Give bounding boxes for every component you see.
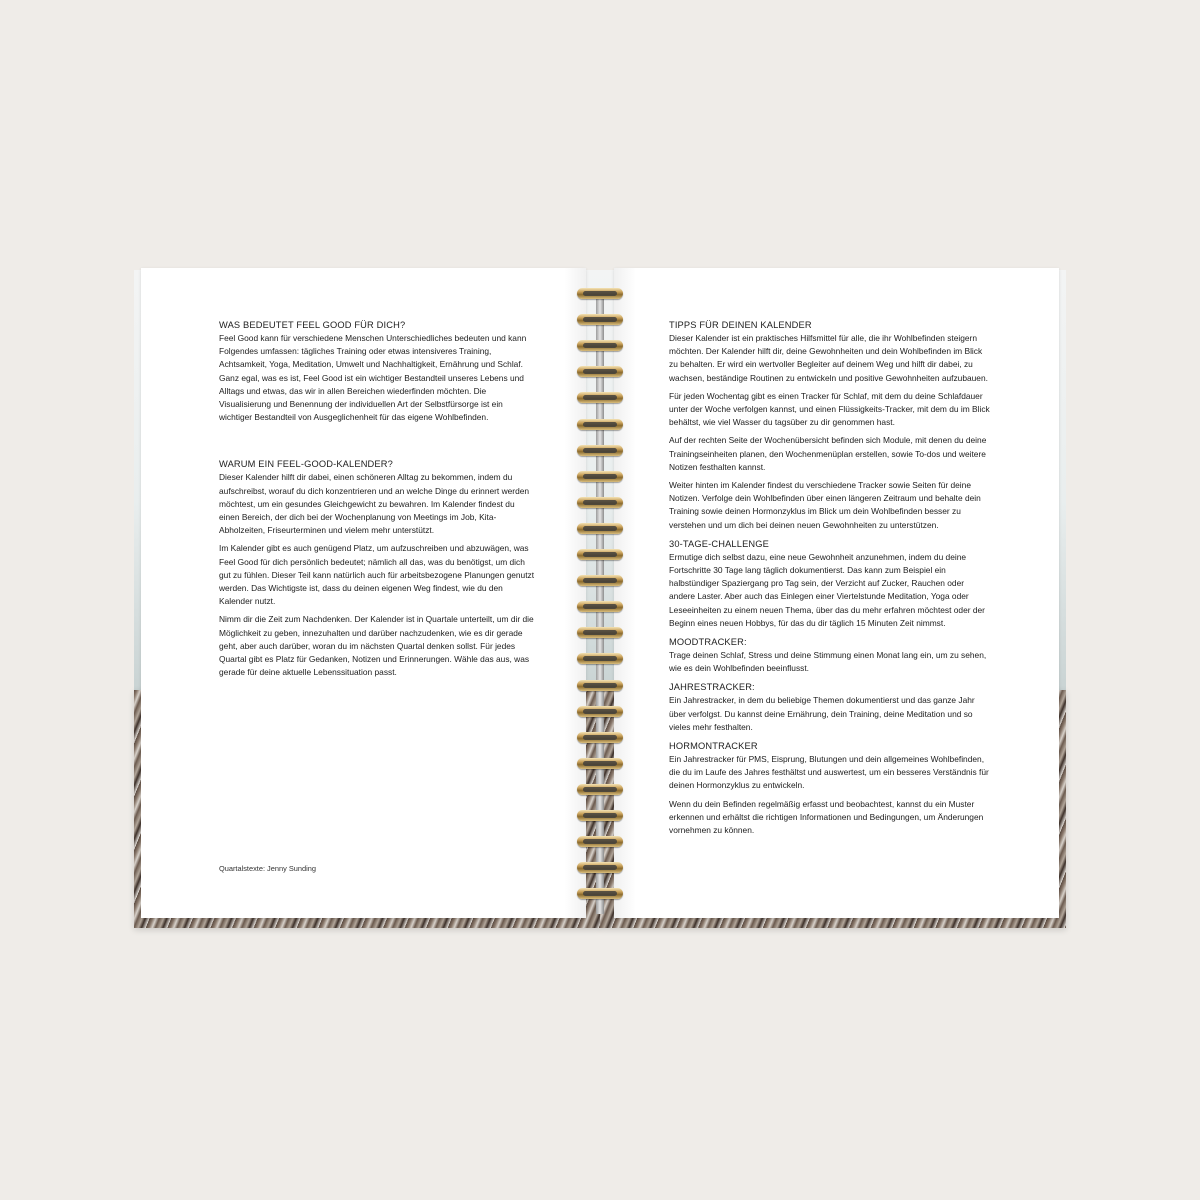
spiral-ring bbox=[577, 706, 623, 717]
paragraph-tips-1: Dieser Kalender ist ein praktisches Hilfsmittel für alle, die ihr Wohlbefinden steigern möchten. Der Kalender hilft dir, deine Gewohnheiten und dein Wohlbefinden im Blick zu behalten. Er wird ein wertvoller Begleiter auf deinem Weg und hilft dir dabei, zu wachsen, beständige Routinen zu entwickeln und positive Gewohnheiten aufzubauen. bbox=[669, 333, 988, 383]
paragraph-jahrestracker: Ein Jahrestracker, in dem du beliebige Themen dokumentierst und das ganze Jahr über verfolgst. Du kannst deine Ernährung, dein Training, deine Meditation und so vieles mehr festhalten. bbox=[669, 695, 975, 732]
spiral-ring bbox=[577, 549, 623, 560]
section-title-feel-good: WAS BEDEUTET FEEL GOOD FÜR DICH? bbox=[219, 320, 406, 330]
spiral-ring bbox=[577, 314, 623, 325]
section-title-jahrestracker: JAHRESTRACKER: bbox=[669, 682, 755, 693]
spiral-ring bbox=[577, 575, 623, 586]
section-title-challenge: 30-TAGE-CHALLENGE bbox=[669, 538, 770, 549]
spiral-ring bbox=[577, 601, 623, 612]
spiral-ring bbox=[577, 288, 623, 299]
paragraph-challenge: Ermutige dich selbst dazu, eine neue Gewohnheit anzunehmen, indem du deine Fortschritte 30 Tage lang täglich dokumentierst. Das kann zum Beispiel ein halbstündiger Spaziergang pro Tag sein, der Verzicht auf Zucker, Rauchen oder andere Laster. Aber auch das Einlegen einer Viertelstunde Meditation, Yoga oder Leseeinheiten zu einem neuen Thema, über das du mehr erfahren möchtest oder der Beginn eines neuen Hobbys, für das du dir täglich 15 Minuten Zeit nimmst. bbox=[669, 551, 985, 628]
spiral-ring bbox=[577, 680, 623, 691]
spiral-ring bbox=[577, 732, 623, 743]
paragraph-hormontracker-1: Ein Jahrestracker für PMS, Eisprung, Blutungen und dein allgemeines Wohlbefinden, die du im Laufe des Jahres festhältst und auswertest, um ein besseres Verständnis für deinen Hormonzyklus zu entwickeln. bbox=[669, 754, 989, 791]
spiral-ring bbox=[577, 340, 623, 351]
paragraph-hormontracker-2: Wenn du dein Befinden regelmäßig erfasst und beobachtest, kannst du ein Muster erkennen und erhältst die richtigen Informationen und Bedingungen, um Änderungen vornehmen zu können. bbox=[669, 798, 984, 836]
section-title-hormontracker: HORMONTRACKER bbox=[669, 741, 758, 752]
paragraph-why-2: Im Kalender gibt es auch genügend Platz, um aufzuschreiben und abzuwägen, was Feel Good für dich persönlich bedeutet; nämlich all das, was du benötigst, um dich gut zu fühlen. Dieser Teil kann natürlich auch für arbeitsbezogene Planungen genutzt werden. Das Wichtigste ist, dass du deinen eigenen Weg findest, wie du den Kalender nutzt. bbox=[219, 543, 535, 607]
section-title-tips: TIPPS FÜR DEINEN KALENDER bbox=[669, 320, 812, 330]
paragraph-tips-3: Auf der rechten Seite der Wochenübersicht befinden sich Module, mit denen du deine Trainingseinheiten planen, den Wochenmenüplan erstellen, sowie To-dos und weitere Notizen festhalten kannst. bbox=[669, 435, 987, 472]
spiral-ring bbox=[577, 419, 623, 430]
spiral-ring bbox=[577, 497, 623, 508]
section-body-feel-good: Feel Good kann für verschiedene Menschen Unterschiedliches bedeuten und kann Folgendes umfassen: tägliches Training oder etwas intensiveres Training, Achtsamkeit, Yoga, Meditation, Umwelt und Nachhaltigkeit, Ernährung und Schlaf. Ganz egal, was es ist, Feel Good ist ein wichtiger Bestandteil unseres Lebens und Alltags und etwas, das wir in allen Bereichen wiederfinden möchten. Die Visualisierung und Benennung der individuellen Art der Selbstfürsorge ist ein wichtiger Bestandteil von Ausgeglichenheit für das eigene Wohlbefinden. bbox=[219, 333, 527, 423]
spiral-ring bbox=[577, 523, 623, 534]
spiral-ring bbox=[577, 888, 623, 899]
spiral-ring bbox=[577, 784, 623, 795]
spiral-ring bbox=[577, 836, 623, 847]
right-page-text bbox=[669, 318, 991, 842]
section-title-moodtracker: MOODTRACKER: bbox=[669, 637, 747, 648]
spiral-ring bbox=[577, 392, 623, 403]
spiral-ring bbox=[577, 445, 623, 456]
spiral-ring bbox=[577, 862, 623, 873]
spiral-ring bbox=[577, 653, 623, 664]
spiral-ring bbox=[577, 366, 623, 377]
paragraph-tips-4: Weiter hinten im Kalender findest du verschiedene Tracker sowie Seiten für deine Notizen. Verfolge dein Wohlbefinden über einen längeren Zeitraum und behalte dein Training sowie deinen Hormonzyklus im Blick um dein Wohlbefinden besser zu verstehen und um dich bei deinen neuen Gewohnheiten zu unterstützen. bbox=[669, 480, 981, 530]
spiral-ring bbox=[577, 627, 623, 638]
left-page-text bbox=[219, 318, 535, 684]
spiral-ring bbox=[577, 758, 623, 769]
paragraph-why-3: Nimm dir die Zeit zum Nachdenken. Der Kalender ist in Quartale unterteilt, um dir die Möglichkeit zu geben, innezuhalten und darüber nachzudenken, wie es dir gerade geht, aber auch darüber, woran du im nächsten Quartal denken sollst. Für jedes Quartal gibt es Platz für Gedanken, Notizen und Erinnerungen. Wähle das aus, was gerade für deine aktuelle Lebenssituation passt. bbox=[219, 614, 534, 678]
credit-line: Quartalstexte: Jenny Sunding bbox=[219, 864, 316, 873]
paragraph-why-1: Dieser Kalender hilft dir dabei, einen schöneren Alltag zu bekommen, indem du aufschreibst, worauf du dich konzentrieren und an welche Dinge du erinnert werden möchtest, um ein gesundes Gleichgewicht zu bewahren. Im Kalender findest du einen Bereich, der dich bei der Wochenplanung von Meetings im Job, Kita-Abholzeiten, Friseurterminen und vielem mehr unterstützt. bbox=[219, 472, 530, 536]
paragraph-tips-2: Für jeden Wochentag gibt es einen Tracker für Schlaf, mit dem du deine Schlafdauer unter der Woche verfolgen kannst, und einen Flüssigkeits-Tracker, mit dem du im Blick behältst, wie viel Wasser du tagsüber zu dir genommen hast. bbox=[669, 390, 990, 428]
spiral-binding bbox=[573, 284, 627, 912]
spiral-ring bbox=[577, 471, 623, 482]
spiral-ring bbox=[577, 810, 623, 821]
section-title-why-calendar: WARUM EIN FEEL-GOOD-KALENDER? bbox=[219, 459, 393, 470]
paragraph-moodtracker: Trage deinen Schlaf, Stress und deine Stimmung einen Monat lang ein, um zu sehen, wie es dein Wohlbefinden beeinflusst. bbox=[669, 650, 987, 674]
